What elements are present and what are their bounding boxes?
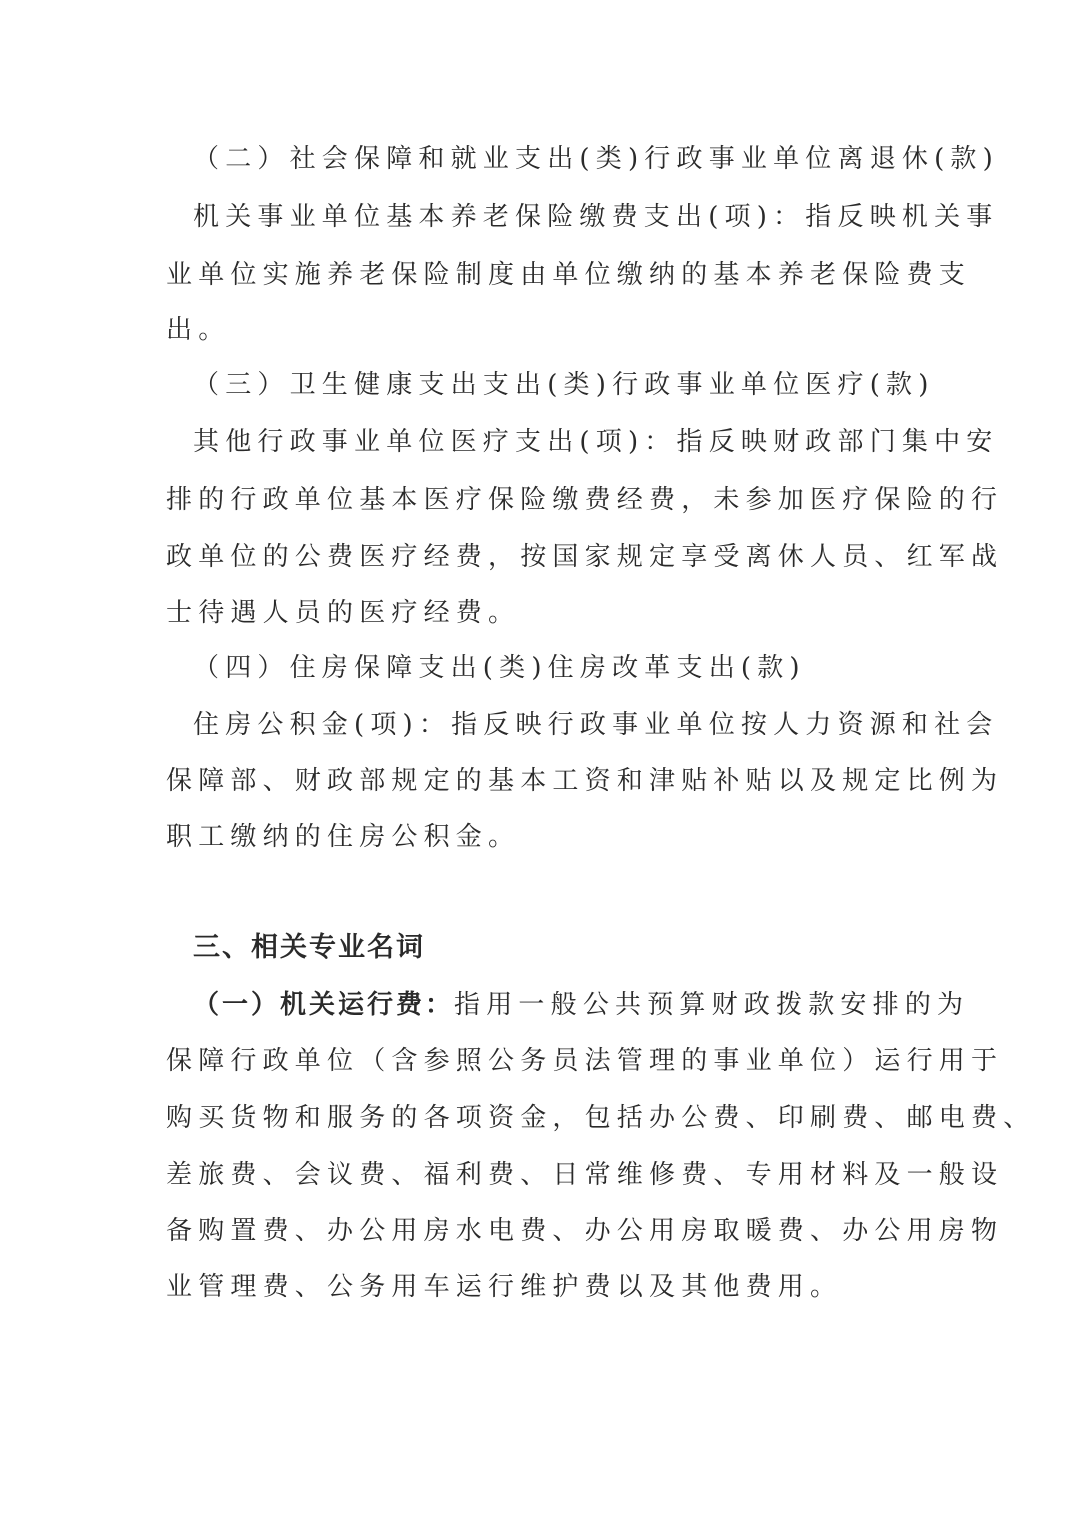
section4-title: （四）住房保障支出(类)住房改革支出(款) xyxy=(193,653,806,683)
paragraph-line: 业管理费、公务用车运行维护费以及其他费用。 xyxy=(166,1272,843,1302)
paragraph-line: 保障行政单位（含参照公务员法管理的事业单位）运行用于 xyxy=(166,1046,1004,1076)
section3-title: （三）卫生健康支出支出(类)行政事业单位医疗(款) xyxy=(193,370,935,400)
paragraph-line: 购买货物和服务的各项资金，包括办公费、印刷费、邮电费、 xyxy=(166,1103,1036,1133)
paragraph-line: 排的行政单位基本医疗保险缴费经费，未参加医疗保险的行 xyxy=(166,485,1004,515)
paragraph-line: 机关事业单位基本养老保险缴费支出(项)：指反映机关事 xyxy=(193,202,999,232)
term-label: （一）机关运行费： xyxy=(193,990,455,1020)
paragraph-line: 保障部、财政部规定的基本工资和津贴补贴以及规定比例为 xyxy=(166,766,1004,796)
paragraph-line: 职工缴纳的住房公积金。 xyxy=(166,822,521,852)
paragraph-line: 出。 xyxy=(166,315,231,345)
paragraph-line: 差旅费、会议费、福利费、日常维修费、专用材料及一般设 xyxy=(166,1160,1004,1190)
paragraph-line: 业单位实施养老保险制度由单位缴纳的基本养老保险费支 xyxy=(166,260,972,290)
paragraph-line: 住房公积金(项)：指反映行政事业单位按人力资源和社会 xyxy=(193,710,999,740)
section-heading: 三、相关专业名词 xyxy=(193,932,425,963)
paragraph-line: 士待遇人员的医疗经费。 xyxy=(166,598,521,628)
term-paragraph-first-line xyxy=(193,988,970,1022)
paragraph-line: 其他行政事业单位医疗支出(项)：指反映财政部门集中安 xyxy=(193,427,999,457)
term-text: 指用一般公共预算财政拨款安排的为 xyxy=(454,990,970,1020)
section2-title: （二）社会保障和就业支出(类)行政事业单位离退休(款) xyxy=(193,144,999,174)
paragraph-line: 政单位的公费医疗经费，按国家规定享受离休人员、红军战 xyxy=(166,542,1004,572)
paragraph-line: 备购置费、办公用房水电费、办公用房取暖费、办公用房物 xyxy=(166,1216,1004,1246)
